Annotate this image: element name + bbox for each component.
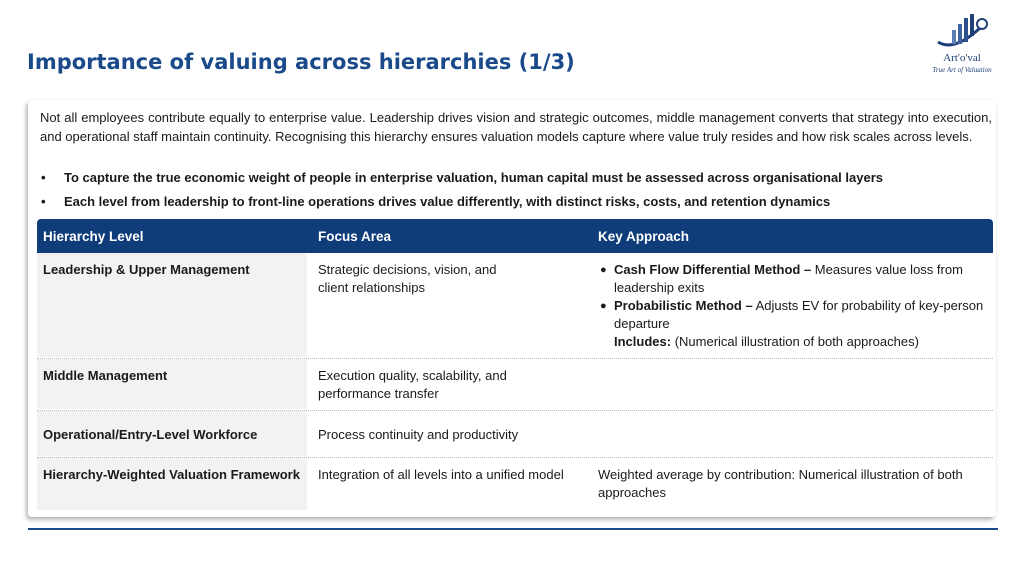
list-item bbox=[598, 261, 988, 297]
table-row bbox=[37, 253, 993, 359]
hierarchy-level-cell: Leadership & Upper Management bbox=[37, 253, 307, 357]
logo-bars-icon bbox=[934, 12, 990, 52]
focus-area-cell: Process continuity and productivity bbox=[318, 427, 519, 442]
hierarchy-level-cell: Middle Management bbox=[37, 359, 307, 409]
table-header bbox=[37, 219, 993, 253]
table-row bbox=[37, 359, 993, 411]
table-row bbox=[37, 458, 993, 510]
includes-label: Includes: bbox=[614, 334, 672, 349]
intro-paragraph: Not all employees contribute equally to enterprise value. Leadership drives vision and strategic outcomes, middle management converts that strategy into execution, and operational staff maintain continuity. Recognising this hierarchy ensures valuation models capture where value truly resides and how risk scales across levels. bbox=[40, 110, 992, 144]
includes-line bbox=[598, 333, 988, 351]
hierarchy-level-cell: Hierarchy-Weighted Valuation Framework bbox=[37, 458, 307, 510]
bullet-text: Each level from leadership to front-line operations drives value differently, with distinct risks, costs, and retention dynamics bbox=[64, 194, 831, 209]
hierarchy-level-cell: Operational/Entry-Level Workforce bbox=[37, 411, 307, 456]
logo-name: Art'o'val bbox=[943, 52, 981, 64]
approach-method-name: Probabilistic Method – bbox=[614, 298, 753, 313]
approach-method-text: Measures value loss from leadership exits bbox=[614, 262, 963, 295]
company-logo bbox=[924, 8, 1004, 78]
page-title: Importance of valuing across hierarchies (1/3) bbox=[27, 50, 575, 74]
list-item bbox=[40, 166, 980, 190]
focus-area-cell: Execution quality, scalability, and performance transfer bbox=[318, 368, 507, 401]
column-header-key-approach: Key Approach bbox=[598, 229, 690, 244]
bullet-dot-icon: • bbox=[41, 194, 46, 209]
hierarchy-table bbox=[37, 219, 993, 510]
column-header-focus-area: Focus Area bbox=[318, 229, 392, 244]
approach-method-name: Cash Flow Differential Method – bbox=[614, 262, 812, 277]
bullet-text: To capture the true economic weight of people in enterprise valuation, human capital must be assessed across organisational layers bbox=[64, 170, 883, 185]
focus-area-cell: Strategic decisions, vision, and client relationships bbox=[318, 262, 497, 295]
list-item bbox=[40, 190, 980, 214]
footer-divider bbox=[28, 528, 998, 530]
key-approach-cell bbox=[598, 261, 988, 351]
bullet-dot-icon: • bbox=[41, 170, 46, 185]
key-points-list bbox=[40, 166, 980, 214]
approach-method-text: Adjusts EV for probability of key-person departure bbox=[614, 298, 984, 331]
includes-text: (Numerical illustration of both approaches) bbox=[671, 334, 919, 349]
key-approach-cell: Weighted average by contribution: Numerical illustration of both approaches bbox=[598, 467, 963, 500]
table-row bbox=[37, 411, 993, 458]
list-item bbox=[598, 297, 988, 333]
approach-list bbox=[598, 261, 988, 351]
logo-tagline: True Art of Valuation bbox=[932, 66, 992, 74]
focus-area-cell: Integration of all levels into a unified model bbox=[318, 467, 564, 482]
bullet-dot-icon: ● bbox=[600, 300, 607, 312]
content-card bbox=[28, 100, 996, 517]
bullet-dot-icon: ● bbox=[600, 264, 607, 276]
column-header-hierarchy-level: Hierarchy Level bbox=[43, 229, 144, 244]
